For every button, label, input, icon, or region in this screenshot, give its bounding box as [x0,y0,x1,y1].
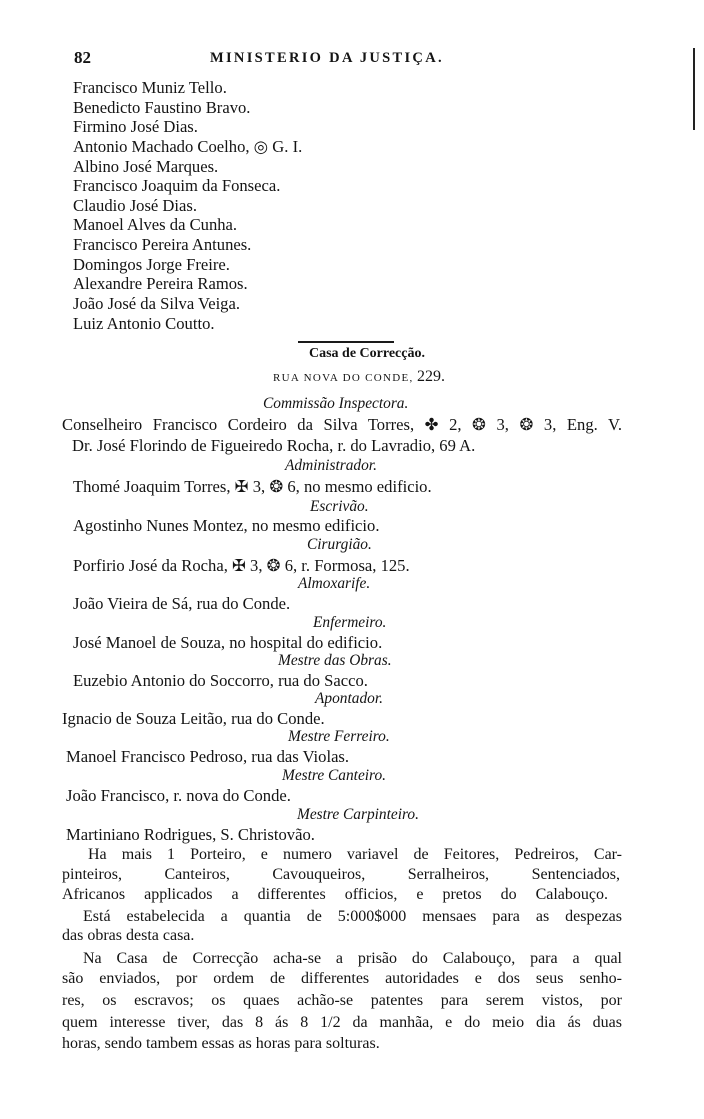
entry-line: Ignacio de Souza Leitão, rua do Conde. [62,709,325,728]
role-heading: Enfermeiro. [313,614,387,631]
address-number: 229. [416,368,445,385]
paragraph-line: Ha mais 1 Porteiro, e numero variavel de Feitores, Pedreiros, Car- [88,846,622,863]
paragraph-line: pinteiros, Canteiros, Cavouqueiros, Serralheiros, Sentenciados, [62,866,620,883]
list-item: Antonio Machado Coelho, ◎ G. I. [73,136,303,156]
list-item: Manoel Alves da Cunha. [73,215,238,235]
paragraph-line: das obras desta casa. [62,927,195,944]
list-item: Benedicto Faustino Bravo. [73,97,251,117]
list-item: Francisco Pereira Antunes. [73,235,252,255]
entry-line: Agostinho Nunes Montez, no mesmo edificio. [73,516,380,535]
list-item: Albino José Marques. [73,156,219,176]
paragraph-line: Africanos applicados a differentes officios, e pretos do Calabouço. [62,886,608,903]
role-heading: Apontador. [315,690,383,707]
section-title: Casa de Correcção. [309,346,425,361]
entry-line: Euzebio Antonio do Soccorro, rua do Sacco. [73,671,368,690]
entry-line: João Vieira de Sá, rua do Conde. [73,594,291,613]
paragraph-line: Está estabelecida a quantia de 5:000$000 mensaes para as despezas [83,908,622,925]
entry-line: Thomé Joaquim Torres, ✠ 3, ❂ 6, no mesmo edificio. [73,477,432,496]
entry-line: João Francisco, r. nova do Conde. [66,786,291,805]
entry-line: Porfirio José da Rocha, ✠ 3, ❂ 6, r. Formosa, 125. [73,556,410,575]
names-list [73,78,302,333]
role-heading: Mestre Ferreiro. [288,728,390,745]
list-item: Alexandre Pereira Ramos. [73,274,248,294]
role-heading: Escrivão. [310,498,369,515]
page-header [74,48,492,70]
role-heading: Almoxarife. [298,575,371,592]
section-address [0,368,704,386]
entry-line: José Manoel de Souza, no hospital do edificio. [73,633,383,652]
role-heading: Mestre Canteiro. [282,767,387,784]
role-heading: Mestre das Obras. [278,652,392,669]
list-item: Luiz Antonio Coutto. [73,313,215,333]
section-divider [298,341,394,343]
list-item: João José da Silva Veiga. [73,294,240,314]
paragraph-line: Na Casa de Correcção acha-se a prisão do Calabouço, para a qual [83,950,622,967]
role-heading: Cirurgião. [307,536,372,553]
role-heading: Administrador. [285,457,377,474]
entry-line: Manoel Francisco Pedroso, rua das Violas. [66,747,350,766]
paragraph-line: são enviados, por ordem de differentes autoridades e dos seus senho- [62,970,622,987]
list-item: Francisco Muniz Tello. [73,78,227,97]
paragraph-line: horas, sendo tambem essas as horas para solturas. [62,1035,380,1052]
entry-line: Martiniano Rodrigues, S. Christovão. [66,825,315,844]
running-title: MINISTERIO DA JUSTIÇA. [210,50,444,66]
paragraph-line: quem interesse tiver, das 8 ás 8 1/2 da manhãa, e do meio dia ás duas [62,1014,622,1031]
page-edge-line [693,48,695,130]
paragraph-line: res, os escravos; os quaes achão-se patentes para serem vistos, por [62,992,622,1009]
address-street: RUA NOVA DO CONDE, [273,372,414,384]
list-item: Firmino José Dias. [73,117,198,137]
entry-line: Conselheiro Francisco Cordeiro da Silva Torres, ✤ 2, ❂ 3, ❂ 3, Eng. V. [62,415,622,434]
role-heading: Commissão Inspectora. [263,395,409,412]
role-heading: Mestre Carpinteiro. [297,806,419,823]
entry-line: Dr. José Florindo de Figueiredo Rocha, r. do Lavradio, 69 A. [72,436,476,455]
page-number: 82 [74,48,91,67]
list-item: Domingos Jorge Freire. [73,254,230,274]
list-item: Claudio José Dias. [73,195,197,215]
list-item: Francisco Joaquim da Fonseca. [73,176,281,196]
